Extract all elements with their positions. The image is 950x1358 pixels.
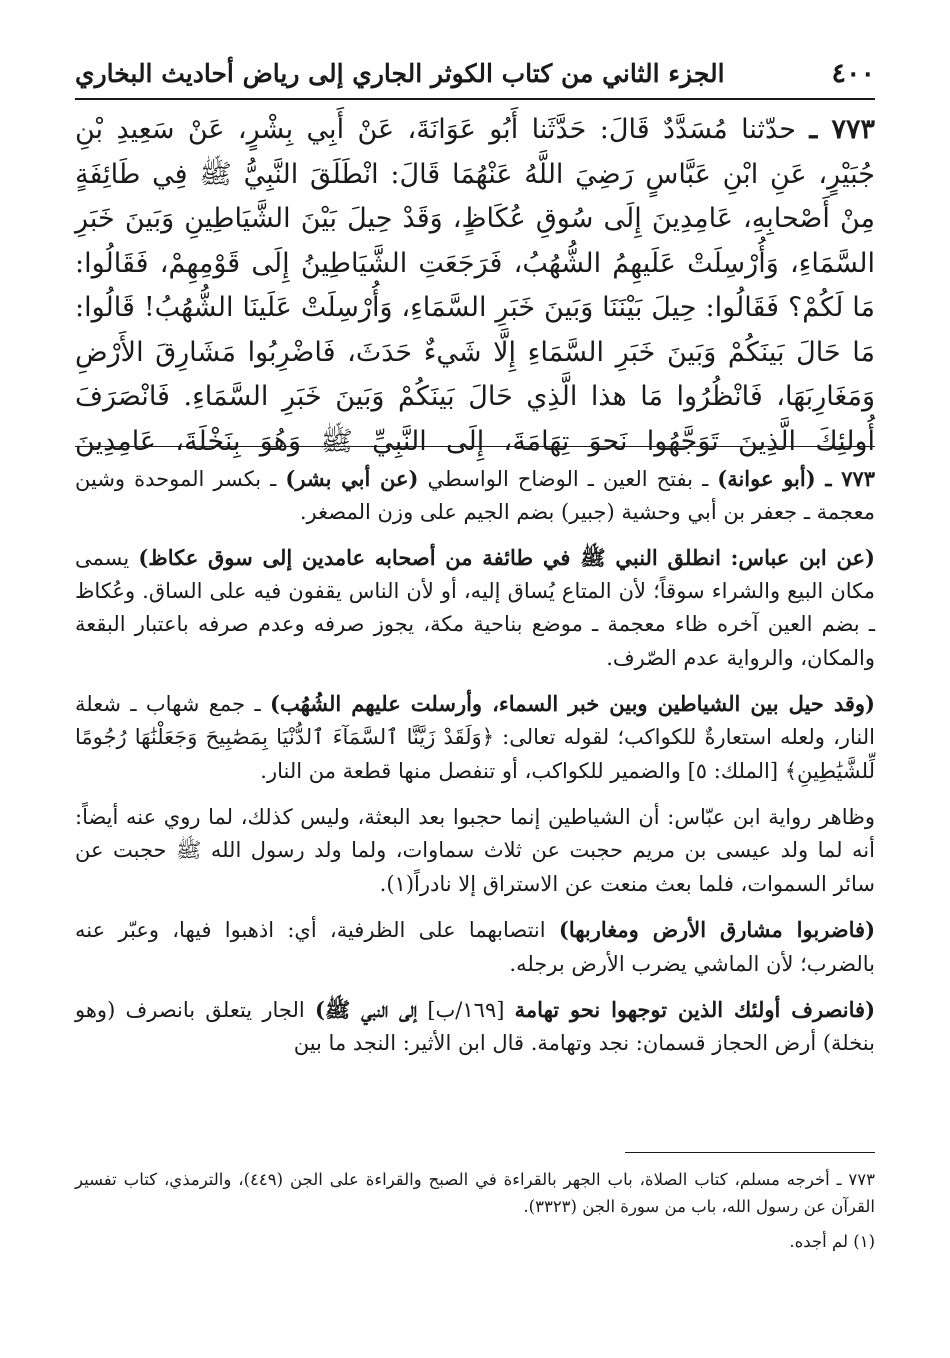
footnote: (١) لم أجده. xyxy=(789,1232,875,1251)
commentary-heading: (فاضربوا مشارق الأرض ومغاربها) xyxy=(558,917,876,942)
commentary-paragraph xyxy=(75,800,875,901)
commentary-paragraph xyxy=(75,541,875,675)
commentary-heading: ٧٧٣ ـ (أبو عوانة) xyxy=(717,466,876,491)
footnotes xyxy=(75,1166,875,1263)
commentary-text: الجار يتعلق بانصرف (وهو بنخلة) أرض الحجاز قسمان: نجد وتهامة. قال ابن الأثير: النجد ما بين xyxy=(75,998,875,1055)
hadith-body: حدّثنا مُسَدَّدٌ قَالَ: حَدَّثَنا أَبُو عَوَانَةَ، عَنْ أَبِي بِشْرٍ، عَنْ سَعِيدِ بْنِ جُبَيْرٍ، عَنِ ابْنِ عَبَّاسٍ رَضِيَ اللَّهُ عَنْهُمَا قَالَ: انْطَلَقَ النَّبِيُّ ﷺ فِي طَائِفَةٍ مِنْ أَصْحابِهِ، عَامِدِينَ إِلَى سُوقِ عُكَاظٍ، وَقَدْ حِيلَ بَيْنَ الشَّيَاطِينِ وَبَينَ خَبَرِ السَّمَاءِ، وَأُرْسِلَتْ عَلَيهِمُ الشُّهُبُ، فَرَجَعَتِ الشَّيَاطِينُ إِلَى قَوْمِهِمْ، فَقَالُوا: مَا لَكُمْ؟ فَقَالُوا: حِيلَ بَيْنَنَا وَبَينَ خَبَرِ السَّمَاءِ، وَأُرْسِلَتْ عَلَينَا الشُّهُبُ! قَالُوا: مَا حَالَ بَينَكُمْ وَبَينَ خَبَرِ السَّمَاءِ إِلَّا شَيءٌ حَدَثَ، فَاضْرِبُوا مَشَارِقَ الأَرْضِ وَمَغَارِبَهَا، فَانْظُرُوا مَا هذا الَّذِي حَالَ بَينَكُمْ وَبَينَ خَبَرِ السَّمَاءِ. فَانْصَرَفَ أُولئِكَ الَّذِينَ تَوَجَّهُوا نَحوَ تِهَامَةَ، إِلَى النَّبِيِّ ﷺ وَهُوَ بِنَخْلَةَ، عَامِدِينَ xyxy=(75,114,875,457)
commentary-paragraph xyxy=(75,993,875,1060)
commentary-paragraph xyxy=(75,462,875,529)
commentary-text: يسمى مكان البيع والشراء سوقاً؛ لأن المتاع يُساق إليه، أو لأن الناس يقفون فيه على الساق. وعُكاظ ـ بضم العين آخره ظاء معجمة ـ موضع بناحية مكة، يجوز صرفه وعدم صرفه باعتبار البقعة والمكان، والرواية عدم الصّرف. xyxy=(75,546,875,670)
page-header xyxy=(75,52,875,94)
commentary-text: انتصابهما على الظرفية، أي: اذهبوا فيها، وعبّر عنه بالضرب؛ لأن الماشي يضرب الأرض برجله. xyxy=(75,918,875,976)
hadith-paragraph xyxy=(75,108,875,464)
commentary-text: ـ بفتح العين ـ الوضاح الواسطي xyxy=(418,467,718,491)
hadith-number: ٧٧٣ ـ xyxy=(809,114,876,145)
footnote: ٧٧٣ ـ أخرجه مسلم، كتاب الصلاة، باب الجهر بالقراءة في الصبح والقراءة على الجن (٤٤٩)، والترمذي، كتاب تفسير القرآن عن رسول الله، باب من سورة الجن (٣٣٢٣). xyxy=(75,1170,875,1216)
commentary-text: ـ بكسر الموحدة وشين معجمة ـ جعفر بن أبي وحشية (جبير) بضم الجيم على وزن المصغر. xyxy=(75,467,875,524)
commentary-divider xyxy=(75,446,875,447)
commentary-heading: (عن أبي بشر) xyxy=(285,466,419,491)
commentary-text: ـ جمع شهاب ـ شعلة النار، ولعله استعارةٌ للكواكب؛ لقوله تعالى: ﴿وَلَقَدْ زَيَّنَّا ٱلسَّمَآءَ ٱلدُّنْيَا بِمَصَٰبِيحَ وَجَعَلْنَٰهَا رُجُومًا لِّلشَّيَٰطِينِ﴾ [الملك: ٥] والضمير للكواكب، أو تنفصل منها قطعة من النار. xyxy=(75,692,875,783)
footnote-divider xyxy=(625,1152,875,1153)
commentary-text: [١٦٩/ب] xyxy=(417,998,515,1022)
commentary-heading: (عن ابن عباس: انطلق النبي ﷺ في طائفة من أصحابه عامدين إلى سوق عكاظ) xyxy=(138,545,875,570)
header-divider xyxy=(75,98,875,100)
page-number: ٤٠٠ xyxy=(831,57,875,89)
commentary-paragraph xyxy=(75,913,875,981)
commentary-paragraph xyxy=(75,687,875,788)
running-title: الجزء الثاني من كتاب الكوثر الجاري إلى رياض أحاديث البخاري xyxy=(75,58,725,88)
hadith-text xyxy=(75,108,875,464)
commentary-text: وظاهر رواية ابن عبّاس: أن الشياطين إنما حجبوا بعد البعثة، وليس كذلك، لما روي عنه أيضاً: أنه لما ولد عيسى بن مريم حجبت عن ثلاث سماوات، ولما ولد رسول الله ﷺ حجبت عن سائر السموات، فلما بعث منعت عن الاستراق إلا نادراً(١). xyxy=(75,805,875,896)
commentary-heading: (فانصرف أولئك الذين توجهوا نحو تهامة xyxy=(514,997,876,1022)
commentary-heading: (وقد حيل بين الشياطين وبين خبر السماء، وأرسلت عليهم الشُهُب) xyxy=(270,691,875,716)
commentary xyxy=(75,462,875,1072)
commentary-heading: إلى النبي ﷺ) xyxy=(314,997,418,1022)
